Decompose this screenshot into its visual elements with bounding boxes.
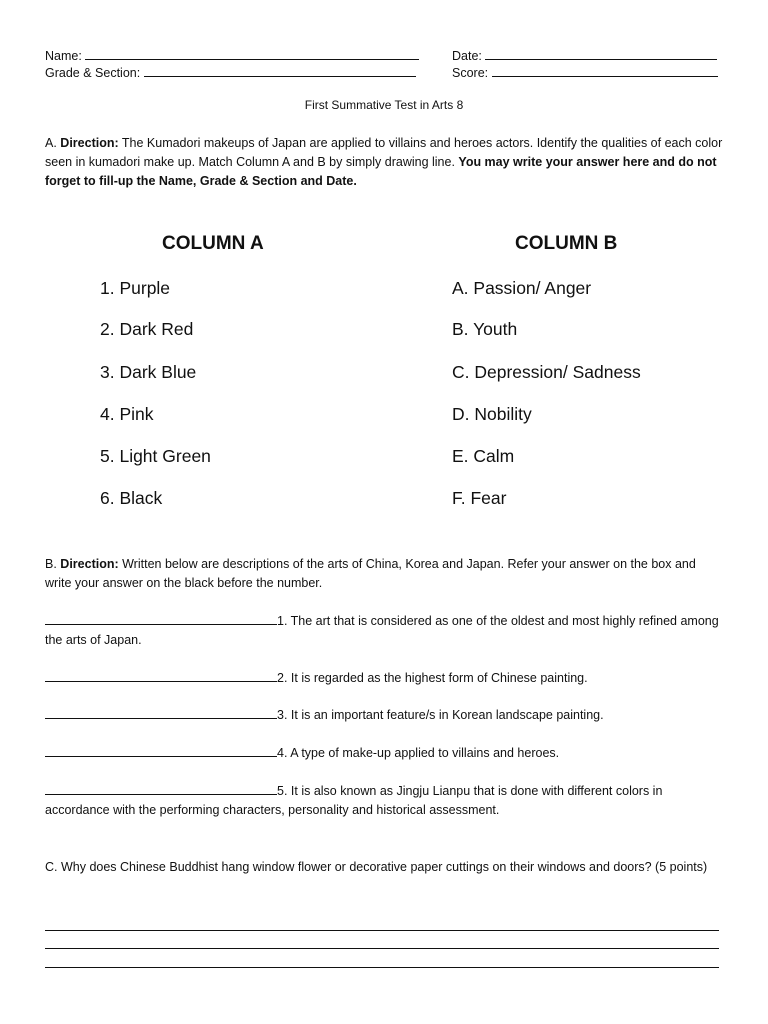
column-a-item: 1. Purple xyxy=(100,278,171,298)
grade-field xyxy=(45,64,416,82)
answer-blank[interactable] xyxy=(45,782,277,795)
answer-line[interactable] xyxy=(45,948,719,949)
answer-blank[interactable] xyxy=(45,744,277,757)
section-b-item: 5. It is also known as Jingju Lianpu that is done with different colors in accordance with the performing characters, personality and historical assessment. xyxy=(45,784,663,817)
column-b-title: COLUMN B xyxy=(515,233,618,254)
column-b-item: E. Calm xyxy=(452,446,515,466)
column-b-item: A. Passion/ Anger xyxy=(452,278,592,298)
section-b-item: 2. It is regarded as the highest form of Chinese painting. xyxy=(45,669,725,688)
section-b-direction: B. Direction: Written below are descriptions of the arts of China, Korea and Japan. Refer your answer on the box and write your answer on the black before the number. xyxy=(45,557,696,590)
grade-line[interactable] xyxy=(144,65,416,77)
column-a-item: 2. Dark Red xyxy=(100,319,194,339)
column-a-title: COLUMN A xyxy=(162,233,264,254)
score-line[interactable] xyxy=(492,65,718,77)
column-a-item: 6. Black xyxy=(100,488,163,508)
answer-blank[interactable] xyxy=(45,612,277,625)
section-b-item: 1. The art that is considered as one of the oldest and most highly refined among the arts of Japan. xyxy=(45,614,719,647)
answer-line[interactable] xyxy=(45,967,719,968)
column-a-item: 5. Light Green xyxy=(100,446,211,466)
name-line[interactable] xyxy=(85,48,419,60)
grade-label: Grade & Section: xyxy=(45,66,141,80)
section-a-direction: A. Direction: The Kumadori makeups of Japan are applied to villains and heroes actors. Identify the qualities of each color seen in kumadori make up. Match Column A and B by simply drawing line. You may write your answer here and do not forget to fill-up the Name, Grade & Section and Date. xyxy=(45,136,723,188)
column-b-item: C. Depression/ Sadness xyxy=(452,362,641,382)
date-line[interactable] xyxy=(485,48,717,60)
score-label: Score: xyxy=(452,66,489,80)
section-c-question: C. Why does Chinese Buddhist hang window flower or decorative paper cuttings on their windows and doors? (5 points) xyxy=(45,860,708,874)
section-b-item: 3. It is an important feature/s in Korean landscape painting. xyxy=(45,706,725,725)
column-b-item: F. Fear xyxy=(452,488,507,508)
direction-label: Direction: xyxy=(60,136,119,150)
column-b-item: D. Nobility xyxy=(452,404,532,424)
date-field xyxy=(452,47,717,65)
column-b-item: B. Youth xyxy=(452,319,518,339)
direction-label: Direction: xyxy=(60,557,119,571)
answer-blank[interactable] xyxy=(45,706,277,719)
answer-blank[interactable] xyxy=(45,669,277,682)
column-a-item: 4. Pink xyxy=(100,404,154,424)
answer-line[interactable] xyxy=(45,930,719,931)
bold-instruction: You may write your answer here and do not forget to fill-up the Name, Grade & Section and Date. xyxy=(45,155,717,188)
score-field xyxy=(452,64,718,82)
column-a-item: 3. Dark Blue xyxy=(100,362,197,382)
section-b-item: 4. A type of make-up applied to villains and heroes. xyxy=(45,744,725,763)
name-field xyxy=(45,47,419,65)
page-title: First Summative Test in Arts 8 xyxy=(304,98,464,112)
name-label: Name: xyxy=(45,49,82,63)
date-label: Date: xyxy=(452,49,482,63)
